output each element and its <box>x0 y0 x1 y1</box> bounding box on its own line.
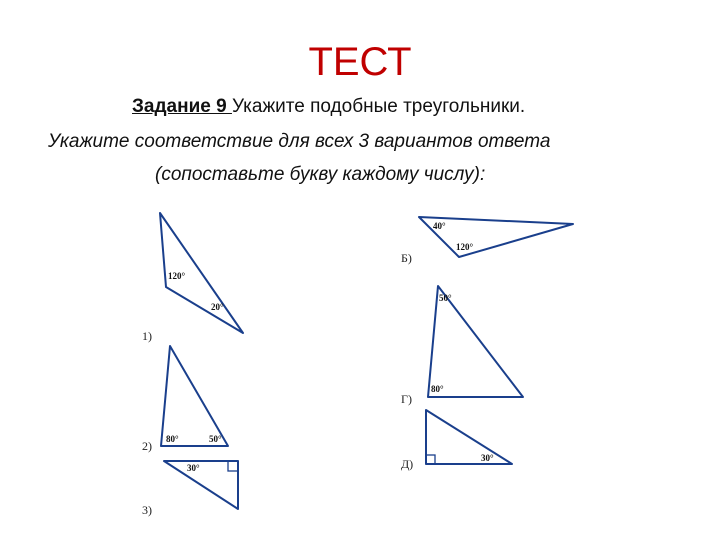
task-number-label: Задание 9 <box>132 96 232 117</box>
t2-label: 2) <box>142 439 152 453</box>
tb-label: Б) <box>401 251 412 265</box>
tg-angle-a: 50° <box>439 293 452 303</box>
instruction-line-2: (сопоставьте букву каждому числу): <box>155 164 486 185</box>
slide-title: ТЕСТ <box>308 40 412 84</box>
t3-angle-a: 30° <box>187 463 200 473</box>
task-text: Укажите подобные треугольники. <box>231 96 526 117</box>
t1-angle-b: 20° <box>211 302 224 312</box>
td-angle-a: 30° <box>481 453 494 463</box>
t3-label: 3) <box>142 503 152 517</box>
tb-angle-b: 120° <box>456 242 474 252</box>
tg-label: Г) <box>401 392 412 406</box>
t2-angle-b: 50° <box>209 434 222 444</box>
triangle-2 <box>161 346 228 446</box>
triangle-3 <box>164 461 238 509</box>
triangle-d <box>426 410 512 464</box>
instruction-line-1: Укажите соответствие для всех 3 вариантов ответа <box>48 131 551 152</box>
t1-angle-a: 120° <box>168 271 186 281</box>
t2-angle-a: 80° <box>166 434 179 444</box>
right-angle-mark-d <box>426 455 435 464</box>
tg-angle-b: 80° <box>431 384 444 394</box>
td-label: Д) <box>401 457 414 471</box>
t1-label: 1) <box>142 329 152 343</box>
right-angle-mark-3 <box>228 461 238 471</box>
tb-angle-a: 40° <box>433 221 446 231</box>
